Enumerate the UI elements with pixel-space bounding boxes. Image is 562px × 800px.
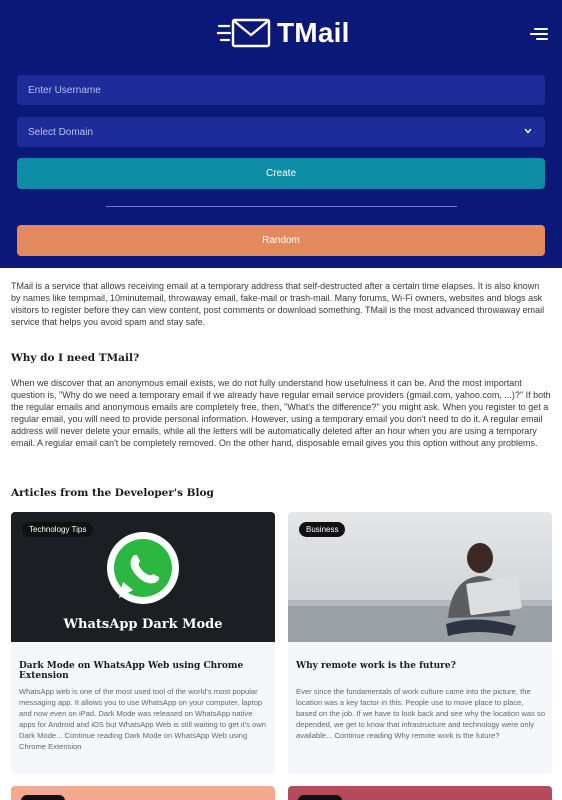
random-button[interactable]	[17, 225, 545, 256]
create-button-label: Create	[265, 168, 296, 179]
random-button-label: Random	[262, 235, 300, 246]
blog-card[interactable]	[11, 512, 275, 774]
intro-paragraph: TMail is a service that allows receiving email at a temporary address that self-destructed after a certain time elapses. It is also known by names like tempmail, 10minutemail, throwaway email, fake-mail or trash-mail. Many forums, Wi-Fi owners, websites and blogs ask visitors to register before they can view content, post comments or download something. TMail is the most advanced throwaway email service that helps you avoid spam and stay safe.	[11, 281, 545, 327]
brand-logo[interactable]	[217, 17, 350, 49]
blog-card[interactable]	[288, 512, 552, 774]
card-excerpt	[296, 686, 546, 741]
envelope-speed-icon	[217, 17, 273, 49]
image-caption: WhatsApp Dark Mode	[63, 617, 223, 632]
blog-card-partial[interactable]	[11, 786, 275, 800]
blog-heading: Articles from the Developer's Blog	[11, 487, 214, 499]
username-placeholder: Enter Username	[28, 84, 101, 96]
username-input[interactable]	[17, 75, 545, 105]
category-badge[interactable]	[21, 795, 65, 800]
card-excerpt-text: Ever since the fundamentals of work culture came into the picture, the location was a key factor in this. People use to move place to place, based on the job. If we have to look back and see why the location was so depended, we get to know that infrastructure and technology were only available...	[296, 687, 546, 740]
card-excerpt	[19, 686, 269, 752]
domain-select[interactable]	[17, 117, 545, 147]
divider	[106, 206, 457, 207]
brand-name: TMail	[277, 17, 350, 48]
create-button[interactable]	[17, 158, 545, 189]
card-excerpt-text: WhatsApp web is one of the most used tool of the world's most popular messaging app. It allows you to use WhatsApp on your computer, laptop and now even on iPad. Dark Mode was released on WhatsApp native apps for Android and iOS but WhatsApp Web is still waiting to get it's own Dark Mode...	[19, 687, 266, 740]
hamburger-menu-icon[interactable]	[530, 28, 548, 42]
why-heading: Why do I need TMail?	[11, 352, 140, 364]
continue-reading-link[interactable]: Continue reading Why remote work is the future?	[334, 731, 500, 740]
domain-select-value: Select Domain	[28, 126, 94, 138]
category-badge[interactable]: Technology Tips	[22, 522, 93, 537]
category-badge[interactable]	[298, 795, 342, 800]
card-title[interactable]: Dark Mode on WhatsApp Web using Chrome Extension	[19, 661, 244, 681]
card-title[interactable]: Why remote work is the future?	[296, 661, 456, 671]
category-badge[interactable]: Business	[299, 522, 345, 537]
chevron-down-icon	[523, 126, 533, 136]
blog-card-partial[interactable]	[288, 786, 552, 800]
why-paragraph: When we discover that an anonymous email exists, we do not fully understand how usefulness it can be. And the most important question is, "Why do we need a temporary email if we already have regular email service providers (gmail.com, yahoo.com, ...)?" If both the regular emails and anonymous emails are completely free, then, "What's the difference?" you might ask. When you register to get a regular email, you will need to provide personal information. However, using a temporary email you don't need to do it. A regular email address will never delete your emails, while all the letters will be automatically deleted after an hour when you are using a temporary email. A regular email can't be completely removed. On the other hand, disposable email gives you this option without any problems.	[11, 378, 551, 448]
continue-reading-link[interactable]: Continue reading Dark Mode on WhatsApp Web using Chrome Extension	[19, 731, 248, 751]
hero-header	[0, 0, 562, 268]
